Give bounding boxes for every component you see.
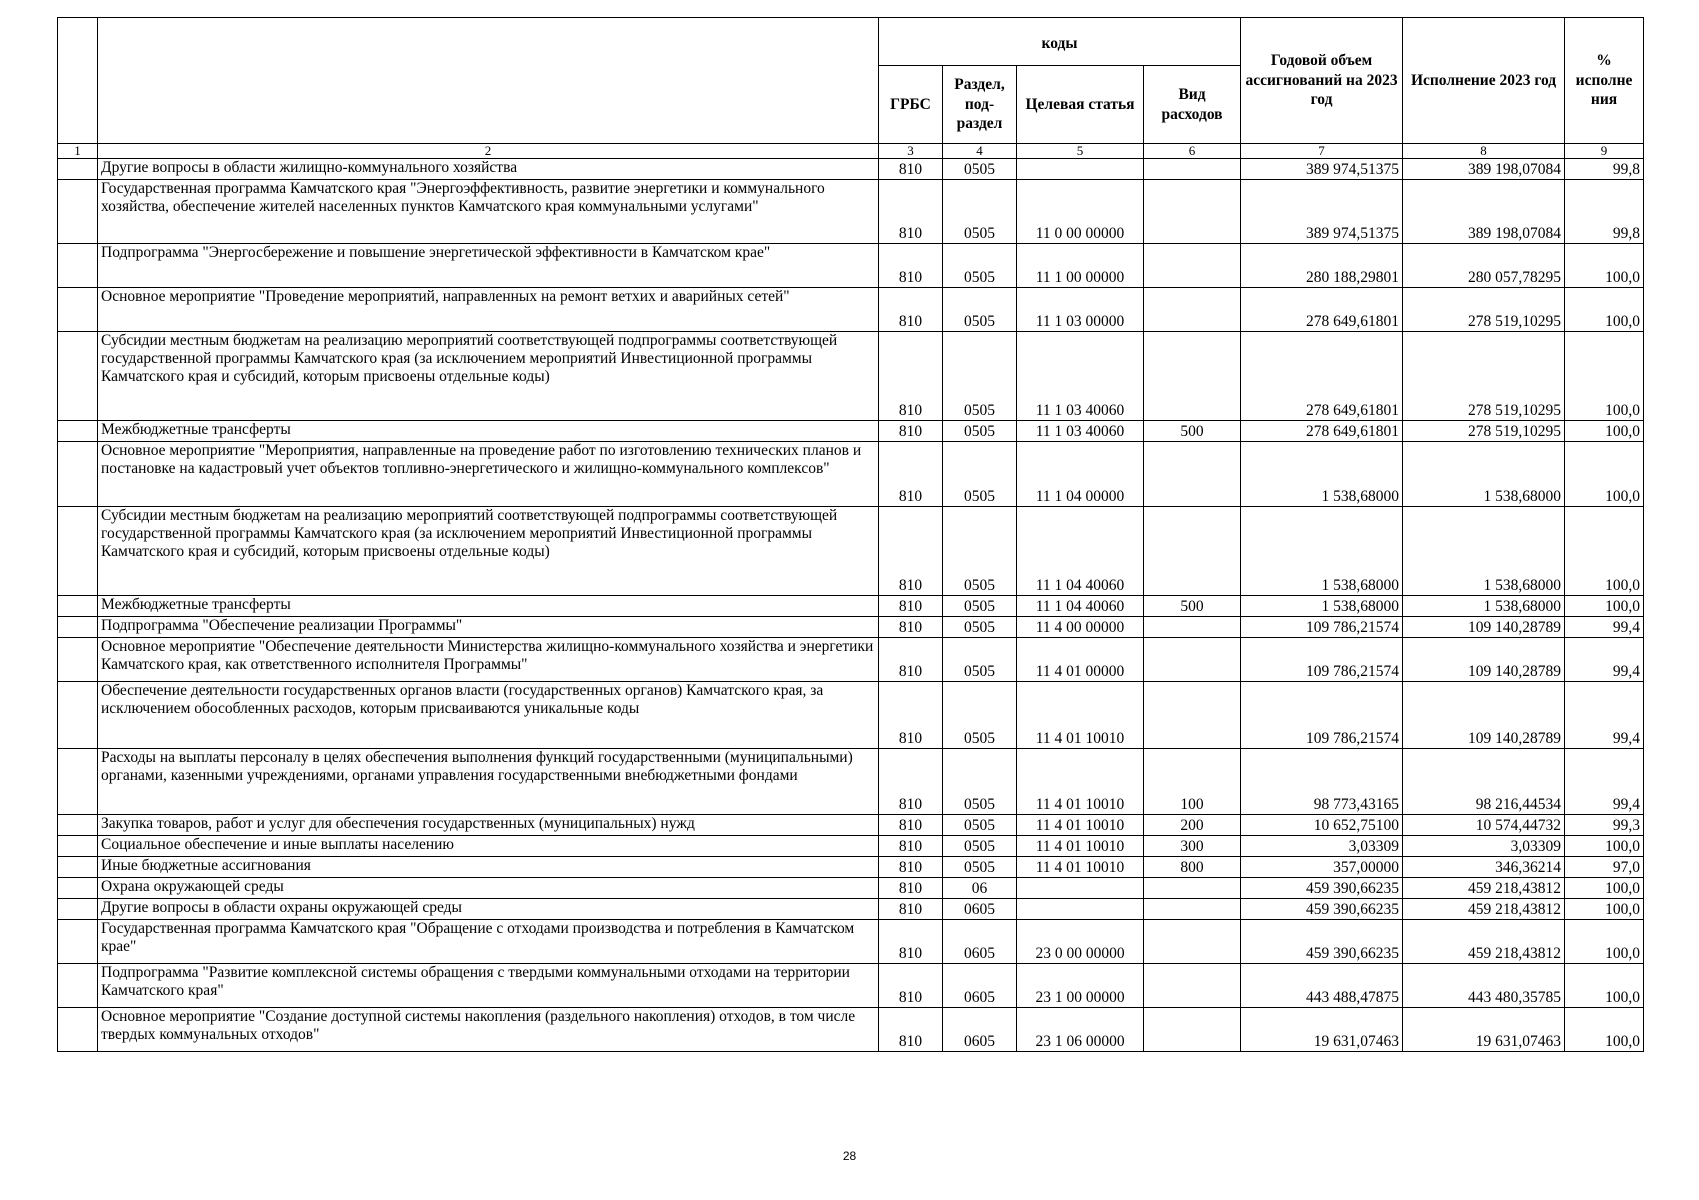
row-execution: 443 480,35785 [1403, 964, 1565, 1008]
row-empty-cell [58, 857, 98, 878]
row-grbs: 810 [879, 638, 943, 682]
row-empty-cell [58, 507, 98, 596]
row-name: Другие вопросы в области охраны окружающей среды [98, 899, 879, 920]
row-section: 0505 [943, 442, 1017, 507]
row-section: 0505 [943, 288, 1017, 332]
header-empty-2 [98, 18, 879, 144]
row-grbs: 810 [879, 964, 943, 1008]
row-execution: 1 538,68000 [1403, 507, 1565, 596]
row-name: Основное мероприятие "Создание доступной системы накопления (раздельного накопления) отходов, в том числе твердых коммунальных отходов" [98, 1008, 879, 1052]
row-execution: 19 631,07463 [1403, 1008, 1565, 1052]
row-name: Государственная программа Камчатского края "Энергоэффективность, развитие энергетики и коммунального хозяйства, обеспечение жителей населенных пунктов Камчатского края коммунальными услугами" [98, 180, 879, 244]
row-percent: 100,0 [1565, 836, 1644, 857]
table-row [58, 836, 1644, 857]
row-percent: 99,4 [1565, 749, 1644, 815]
row-empty-cell [58, 596, 98, 617]
row-name: Основное мероприятие "Проведение мероприятий, направленных на ремонт ветхих и аварийных сетей" [98, 288, 879, 332]
header-annual-volume: Годовой объем ассигнований на 2023 год [1241, 18, 1403, 144]
header-grbs: ГРБС [879, 66, 943, 144]
table-row [58, 1008, 1644, 1052]
table-row [58, 899, 1644, 920]
row-section: 06 [943, 878, 1017, 899]
row-annual-volume: 1 538,68000 [1241, 596, 1403, 617]
column-number: 8 [1403, 144, 1565, 159]
row-expense-type [1144, 159, 1241, 180]
row-grbs: 810 [879, 878, 943, 899]
row-percent: 100,0 [1565, 920, 1644, 964]
row-target-article: 11 4 01 00000 [1017, 638, 1144, 682]
row-expense-type [1144, 332, 1241, 421]
row-name: Другие вопросы в области жилищно-коммунального хозяйства [98, 159, 879, 180]
row-target-article: 23 0 00 00000 [1017, 920, 1144, 964]
row-grbs: 810 [879, 1008, 943, 1052]
row-name: Подпрограмма "Энергосбережение и повышение энергетической эффективности в Камчатском крае" [98, 244, 879, 288]
row-execution: 459 218,43812 [1403, 899, 1565, 920]
row-target-article: 11 4 01 10010 [1017, 749, 1144, 815]
row-grbs: 810 [879, 749, 943, 815]
table-row [58, 857, 1644, 878]
row-target-article: 11 4 01 10010 [1017, 682, 1144, 749]
row-percent: 99,4 [1565, 682, 1644, 749]
row-target-article [1017, 899, 1144, 920]
row-grbs: 810 [879, 507, 943, 596]
row-grbs: 810 [879, 442, 943, 507]
row-annual-volume: 389 974,51375 [1241, 159, 1403, 180]
row-expense-type [1144, 507, 1241, 596]
row-annual-volume: 459 390,66235 [1241, 878, 1403, 899]
row-execution: 280 057,78295 [1403, 244, 1565, 288]
row-execution: 346,36214 [1403, 857, 1565, 878]
row-name: Межбюджетные трансферты [98, 596, 879, 617]
header-percent: % исполне ния [1565, 18, 1644, 144]
row-percent: 97,0 [1565, 857, 1644, 878]
row-empty-cell [58, 815, 98, 836]
row-expense-type [1144, 920, 1241, 964]
row-name: Подпрограмма "Обеспечение реализации Программы" [98, 617, 879, 638]
row-expense-type [1144, 878, 1241, 899]
table-row [58, 964, 1644, 1008]
row-name: Основное мероприятие "Мероприятия, направленные на проведение работ по изготовлению технических планов и постановке на кадастровый учет объектов топливно-энергетического и жилищно-коммунального комплексов" [98, 442, 879, 507]
row-execution: 109 140,28789 [1403, 617, 1565, 638]
row-empty-cell [58, 682, 98, 749]
row-expense-type [1144, 638, 1241, 682]
table-row [58, 244, 1644, 288]
row-empty-cell [58, 180, 98, 244]
page-number: 28 [842, 1149, 857, 1163]
table-row [58, 878, 1644, 899]
row-name: Расходы на выплаты персоналу в целях обеспечения выполнения функций государственными (муниципальными) органами, казенными учреждениями, органами управления государственными внебюджетными фондами [98, 749, 879, 815]
row-section: 0605 [943, 899, 1017, 920]
row-target-article: 11 0 00 00000 [1017, 180, 1144, 244]
row-annual-volume: 1 538,68000 [1241, 442, 1403, 507]
row-name: Субсидии местным бюджетам на реализацию мероприятий соответствующей подпрограммы соответствующей государственной программы Камчатского края (за исключением мероприятий Инвестиционной программы Камчатского края и субсидий, которым присвоены отдельные коды) [98, 507, 879, 596]
row-target-article: 11 1 03 00000 [1017, 288, 1144, 332]
column-number: 2 [98, 144, 879, 159]
row-name: Иные бюджетные ассигнования [98, 857, 879, 878]
row-expense-type: 200 [1144, 815, 1241, 836]
row-target-article: 11 4 01 10010 [1017, 815, 1144, 836]
table-row [58, 682, 1644, 749]
table-row [58, 288, 1644, 332]
row-empty-cell [58, 1008, 98, 1052]
row-target-article: 11 4 01 10010 [1017, 857, 1144, 878]
row-section: 0605 [943, 964, 1017, 1008]
row-section: 0505 [943, 857, 1017, 878]
row-empty-cell [58, 878, 98, 899]
table-row [58, 638, 1644, 682]
row-annual-volume: 459 390,66235 [1241, 899, 1403, 920]
row-grbs: 810 [879, 180, 943, 244]
row-grbs: 810 [879, 920, 943, 964]
row-empty-cell [58, 749, 98, 815]
budget-table [57, 17, 1644, 1052]
row-execution: 278 519,10295 [1403, 288, 1565, 332]
row-empty-cell [58, 920, 98, 964]
row-grbs: 810 [879, 617, 943, 638]
row-execution: 389 198,07084 [1403, 180, 1565, 244]
row-annual-volume: 109 786,21574 [1241, 617, 1403, 638]
row-target-article: 11 1 04 40060 [1017, 507, 1144, 596]
column-number-row [58, 144, 1644, 159]
row-annual-volume: 278 649,61801 [1241, 421, 1403, 442]
row-expense-type [1144, 442, 1241, 507]
row-percent: 99,4 [1565, 638, 1644, 682]
row-empty-cell [58, 332, 98, 421]
row-expense-type: 100 [1144, 749, 1241, 815]
row-execution: 10 574,44732 [1403, 815, 1565, 836]
row-percent: 99,8 [1565, 159, 1644, 180]
column-number: 4 [943, 144, 1017, 159]
row-target-article: 11 1 03 40060 [1017, 332, 1144, 421]
column-number: 9 [1565, 144, 1644, 159]
row-empty-cell [58, 899, 98, 920]
row-section: 0605 [943, 920, 1017, 964]
row-expense-type [1144, 244, 1241, 288]
row-section: 0505 [943, 682, 1017, 749]
row-execution: 1 538,68000 [1403, 442, 1565, 507]
row-grbs: 810 [879, 332, 943, 421]
row-section: 0505 [943, 507, 1017, 596]
column-number: 3 [879, 144, 943, 159]
row-grbs: 810 [879, 899, 943, 920]
row-annual-volume: 109 786,21574 [1241, 638, 1403, 682]
table-body [58, 159, 1644, 1052]
header-codes: коды [879, 18, 1241, 66]
row-annual-volume: 98 773,43165 [1241, 749, 1403, 815]
row-expense-type [1144, 899, 1241, 920]
row-grbs: 810 [879, 682, 943, 749]
row-empty-cell [58, 421, 98, 442]
row-name: Субсидии местным бюджетам на реализацию мероприятий соответствующей подпрограммы соответствующей государственной программы Камчатского края (за исключением мероприятий Инвестиционной программы Камчатского края и субсидий, которым присвоены отдельные коды) [98, 332, 879, 421]
row-annual-volume: 278 649,61801 [1241, 332, 1403, 421]
row-annual-volume: 459 390,66235 [1241, 920, 1403, 964]
row-name: Обеспечение деятельности государственных органов власти (государственных органов) Камчатского края, за исключением обособленных расходов, которым присваиваются уникальные коды [98, 682, 879, 749]
row-percent: 100,0 [1565, 878, 1644, 899]
header-section: Раздел, под-раздел [943, 66, 1017, 144]
row-section: 0505 [943, 638, 1017, 682]
row-expense-type [1144, 180, 1241, 244]
row-section: 0505 [943, 159, 1017, 180]
row-execution: 109 140,28789 [1403, 682, 1565, 749]
header-execution: Исполнение 2023 год [1403, 18, 1565, 144]
table-row [58, 332, 1644, 421]
row-grbs: 810 [879, 857, 943, 878]
row-execution: 3,03309 [1403, 836, 1565, 857]
row-execution: 278 519,10295 [1403, 332, 1565, 421]
column-number: 6 [1144, 144, 1241, 159]
header-empty-1 [58, 18, 98, 144]
row-empty-cell [58, 836, 98, 857]
row-section: 0505 [943, 815, 1017, 836]
row-target-article: 23 1 06 00000 [1017, 1008, 1144, 1052]
row-section: 0505 [943, 180, 1017, 244]
row-section: 0605 [943, 1008, 1017, 1052]
row-target-article [1017, 878, 1144, 899]
row-percent: 100,0 [1565, 596, 1644, 617]
row-expense-type: 500 [1144, 421, 1241, 442]
row-annual-volume: 3,03309 [1241, 836, 1403, 857]
row-expense-type [1144, 964, 1241, 1008]
row-target-article [1017, 159, 1144, 180]
row-grbs: 810 [879, 421, 943, 442]
row-percent: 100,0 [1565, 1008, 1644, 1052]
row-execution: 109 140,28789 [1403, 638, 1565, 682]
row-execution: 98 216,44534 [1403, 749, 1565, 815]
row-name: Основное мероприятие "Обеспечение деятельности Министерства жилищно-коммунального хозяйства и энергетики Камчатского края, как ответственного исполнителя Программы" [98, 638, 879, 682]
row-target-article: 11 1 00 00000 [1017, 244, 1144, 288]
row-name: Подпрограмма "Развитие комплексной системы обращения с твердыми коммунальными отходами на территории Камчатского края" [98, 964, 879, 1008]
table-row [58, 749, 1644, 815]
row-annual-volume: 278 649,61801 [1241, 288, 1403, 332]
row-execution: 459 218,43812 [1403, 920, 1565, 964]
row-execution: 389 198,07084 [1403, 159, 1565, 180]
row-execution: 278 519,10295 [1403, 421, 1565, 442]
row-empty-cell [58, 638, 98, 682]
row-section: 0505 [943, 421, 1017, 442]
row-expense-type [1144, 288, 1241, 332]
row-execution: 459 218,43812 [1403, 878, 1565, 899]
row-target-article: 23 1 00 00000 [1017, 964, 1144, 1008]
row-empty-cell [58, 159, 98, 180]
header-expense-type: Вид расходов [1144, 66, 1241, 144]
row-empty-cell [58, 244, 98, 288]
row-grbs: 810 [879, 596, 943, 617]
row-annual-volume: 109 786,21574 [1241, 682, 1403, 749]
row-percent: 100,0 [1565, 244, 1644, 288]
row-annual-volume: 280 188,29801 [1241, 244, 1403, 288]
row-target-article: 11 1 04 40060 [1017, 596, 1144, 617]
row-annual-volume: 357,00000 [1241, 857, 1403, 878]
table-row [58, 617, 1644, 638]
row-percent: 99,4 [1565, 617, 1644, 638]
table-row [58, 815, 1644, 836]
row-empty-cell [58, 964, 98, 1008]
row-name: Межбюджетные трансферты [98, 421, 879, 442]
row-name: Социальное обеспечение и иные выплаты населению [98, 836, 879, 857]
table-row [58, 596, 1644, 617]
column-number: 5 [1017, 144, 1144, 159]
row-percent: 100,0 [1565, 964, 1644, 1008]
row-percent: 100,0 [1565, 288, 1644, 332]
row-section: 0505 [943, 244, 1017, 288]
row-percent: 100,0 [1565, 507, 1644, 596]
row-percent: 100,0 [1565, 421, 1644, 442]
row-target-article: 11 1 04 00000 [1017, 442, 1144, 507]
row-grbs: 810 [879, 836, 943, 857]
row-annual-volume: 19 631,07463 [1241, 1008, 1403, 1052]
row-expense-type [1144, 682, 1241, 749]
row-expense-type: 300 [1144, 836, 1241, 857]
row-section: 0505 [943, 617, 1017, 638]
row-target-article: 11 4 00 00000 [1017, 617, 1144, 638]
row-annual-volume: 389 974,51375 [1241, 180, 1403, 244]
row-name: Закупка товаров, работ и услуг для обеспечения государственных (муниципальных) нужд [98, 815, 879, 836]
table-header [58, 18, 1644, 159]
table-row [58, 920, 1644, 964]
row-grbs: 810 [879, 244, 943, 288]
row-expense-type: 800 [1144, 857, 1241, 878]
row-section: 0505 [943, 596, 1017, 617]
row-execution: 1 538,68000 [1403, 596, 1565, 617]
row-target-article: 11 1 03 40060 [1017, 421, 1144, 442]
row-expense-type [1144, 1008, 1241, 1052]
row-section: 0505 [943, 749, 1017, 815]
row-expense-type: 500 [1144, 596, 1241, 617]
row-empty-cell [58, 442, 98, 507]
table-row [58, 442, 1644, 507]
row-annual-volume: 443 488,47875 [1241, 964, 1403, 1008]
row-empty-cell [58, 617, 98, 638]
row-grbs: 810 [879, 159, 943, 180]
table-row [58, 421, 1644, 442]
row-section: 0505 [943, 836, 1017, 857]
row-name: Охрана окружающей среды [98, 878, 879, 899]
row-percent: 100,0 [1565, 442, 1644, 507]
row-empty-cell [58, 288, 98, 332]
row-section: 0505 [943, 332, 1017, 421]
table-row [58, 159, 1644, 180]
column-number: 1 [58, 144, 98, 159]
row-percent: 99,8 [1565, 180, 1644, 244]
column-number: 7 [1241, 144, 1403, 159]
row-percent: 99,3 [1565, 815, 1644, 836]
row-name: Государственная программа Камчатского края "Обращение с отходами производства и потребления в Камчатском крае" [98, 920, 879, 964]
row-annual-volume: 10 652,75100 [1241, 815, 1403, 836]
row-percent: 100,0 [1565, 332, 1644, 421]
row-grbs: 810 [879, 288, 943, 332]
row-percent: 100,0 [1565, 899, 1644, 920]
row-annual-volume: 1 538,68000 [1241, 507, 1403, 596]
row-expense-type [1144, 617, 1241, 638]
header-target-article: Целевая статья [1017, 66, 1144, 144]
row-target-article: 11 4 01 10010 [1017, 836, 1144, 857]
row-grbs: 810 [879, 815, 943, 836]
table-row [58, 507, 1644, 596]
table-row [58, 180, 1644, 244]
